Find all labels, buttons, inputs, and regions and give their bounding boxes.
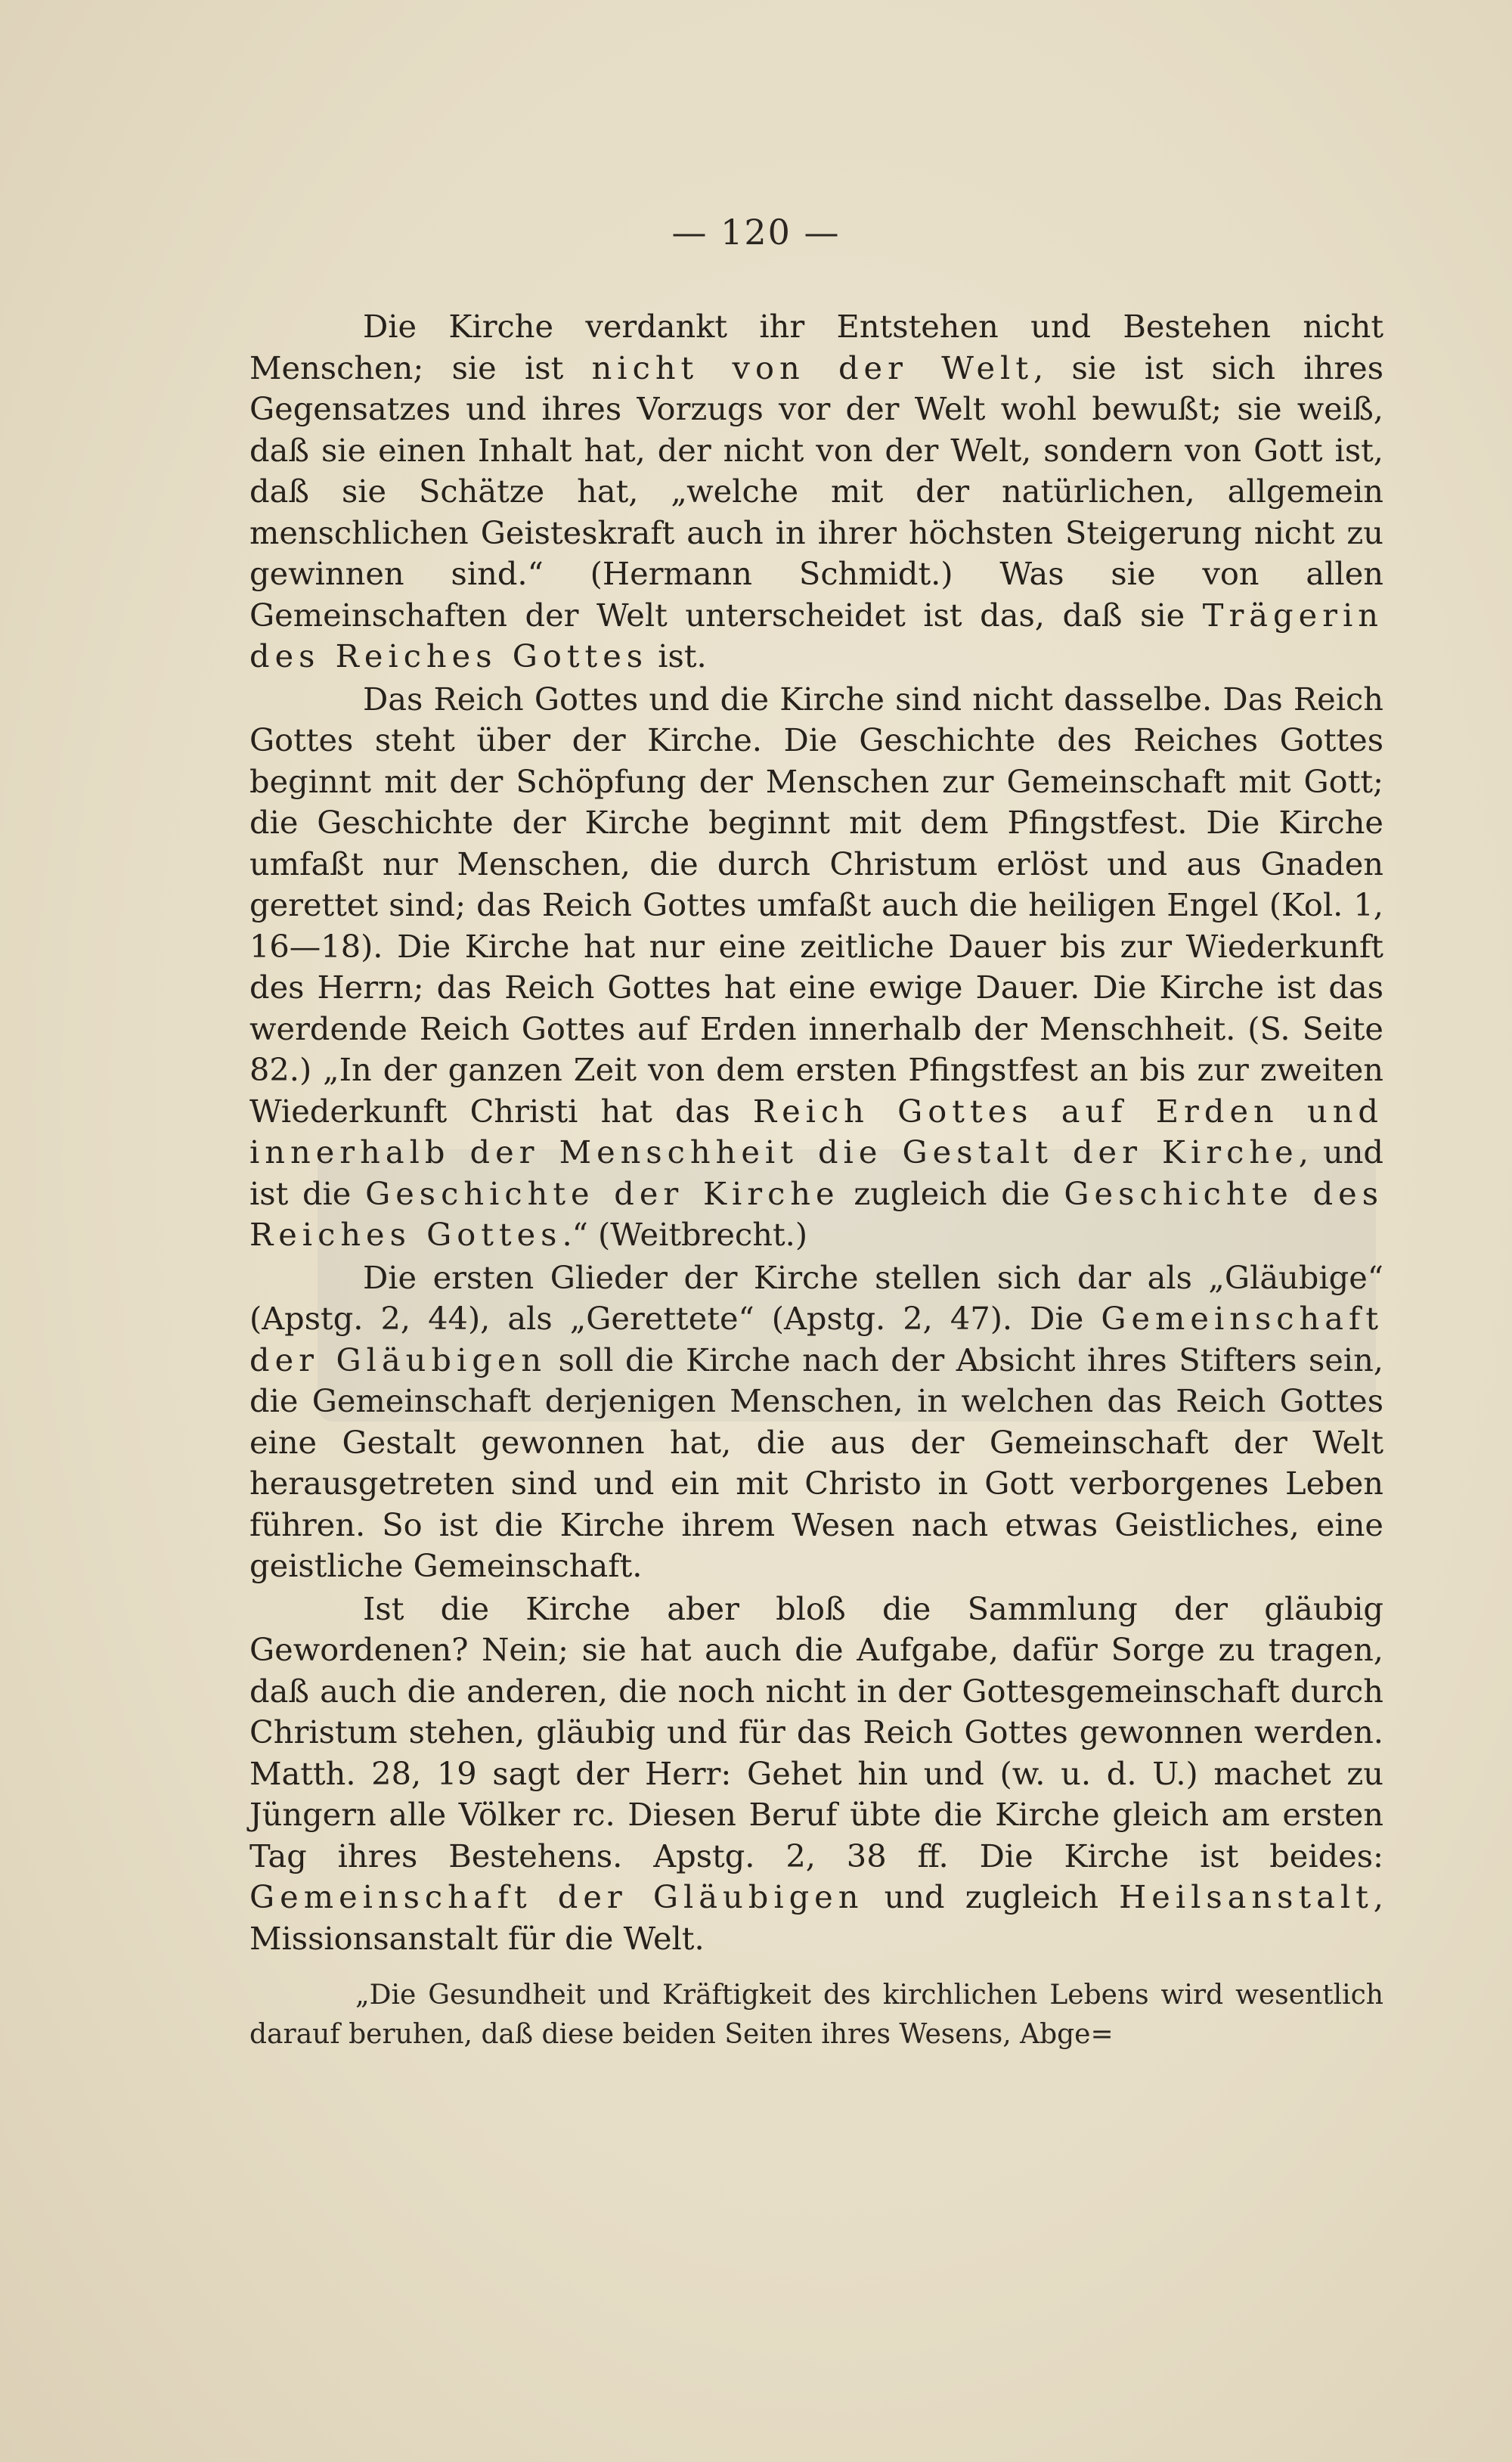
text-run: soll die Kirche nach der Absicht ihres Stifters sein, die Gemeinschaft derjenigen Menschen, in welchen das Reich Gottes eine Gestalt gewonnen hat, die aus der Gemeinschaft der Welt herausgetreten sind und ein mit Christo in Gott verborgenes Leben führen. So ist die Kirche ihrem Wesen nach etwas Geistliches, eine geistliche Gemeinschaft. — [249, 1341, 1383, 1584]
emphasized-text: Trägerin des Reiches Gottes — [249, 596, 1383, 674]
quote-footnote: „Die Gesundheit und Kräftigkeit des kirchlichen Lebens wird wesentlich darauf beruhen, daß diese beiden Seiten ihres Wesens, Abge= — [249, 1980, 1383, 2050]
emphasized-text: Geschichte des Reiches Gottes — [249, 1174, 1384, 1253]
text-run: und zugleich — [863, 1878, 1120, 1915]
emphasized-text: Geschichte der Kirche — [365, 1174, 840, 1212]
paragraph-4 — [249, 1589, 1383, 1960]
text-run: Die Kirche verdankt ihr Entstehen und Bestehen nicht Menschen; sie ist — [249, 308, 1383, 386]
emphasized-text: Reich Gottes auf Erden und innerhalb der Menschheit die Gestalt der Kirche — [249, 1092, 1383, 1171]
text-run: , Missionsanstalt für die Welt. — [249, 1878, 1383, 1957]
emphasized-text: nicht von der Welt — [591, 349, 1034, 386]
text-run: ist. — [648, 637, 707, 674]
paragraph-3 — [249, 1257, 1383, 1587]
body-text — [249, 306, 1383, 2054]
text-run: Das Reich Gottes und die Kirche sind nicht dasselbe. Das Reich Gottes steht über der Kirche. Die Geschichte des Reiches Gottes beginnt mit der Schöpfung der Menschen zur Gemeinschaft mit Gott; die Geschichte der Kirche beginnt mit dem Pfingstfest. Die Kirche umfaßt nur Menschen, die durch Christum erlöst und aus Gnaden gerettet sind; das Reich Gottes umfaßt auch die heiligen Engel (Kol. 1, 16—18). Die Kirche hat nur eine zeitliche Dauer bis zur Wiederkunft des Herrn; das Reich Gottes hat eine ewige Dauer. Die Kirche ist das werdende Reich Gottes auf Erden innerhalb der Menschheit. (S. Seite 82.) „In der ganzen Zeit von dem ersten Pfingstfest an bis zur zweiten Wiederkunft Christi hat das — [249, 680, 1383, 1130]
emphasized-text: Gemeinschaft der Gläubigen — [249, 1878, 864, 1915]
paragraph-1 — [249, 306, 1383, 678]
text-run: zugleich die — [839, 1174, 1064, 1212]
text-run: Die ersten Glieder der Kirche stellen sich dar als „Gläubige“ (Apstg. 2, 44), als „Gerettete“ (Apstg. 2, 47). Die — [249, 1258, 1383, 1337]
text-run: Ist die Kirche aber bloß die Sammlung der gläubig Gewordenen? Nein; sie hat auch die Aufgabe, dafür Sorge zu tragen, daß auch die anderen, die noch nicht in der Gottesgemeinschaft durch Christum stehen, gläubig und für das Reich Gottes gewonnen werden. Matth. 28, 19 sagt der Herr: Gehet hin und (w. u. d. U.) machet zu Jüngern alle Völker rc. Diesen Beruf übte die Kirche gleich am ersten Tag ihres Bestehens. Apstg. 2, 38 ff. Die Kirche ist beides: — [249, 1589, 1383, 1874]
emphasized-text: Heilsanstalt — [1119, 1878, 1374, 1915]
page-number: — 120 — — [671, 212, 841, 253]
text-run: .“ (Weitbrecht.) — [562, 1216, 808, 1253]
emphasized-text: Gemeinschaft der Gläubigen — [249, 1300, 1383, 1378]
paragraph-2 — [249, 679, 1383, 1256]
text-run: , sie ist sich ihres Gegensatzes und ihres Vorzugs vor der Welt wohl bewußt; sie weiß, daß sie einen Inhalt hat, der nicht von der Welt, sondern von Gott ist, daß sie Schätze hat, „welche mit der natürlichen, allgemein menschlichen Geisteskraft auch in ihrer höchsten Steigerung nicht zu gewinnen sind.“ (Hermann Schmidt.) Was sie von allen Gemeinschaften der Welt unterscheidet ist das, daß sie — [249, 349, 1383, 634]
text-run: , und ist die — [249, 1133, 1384, 1212]
